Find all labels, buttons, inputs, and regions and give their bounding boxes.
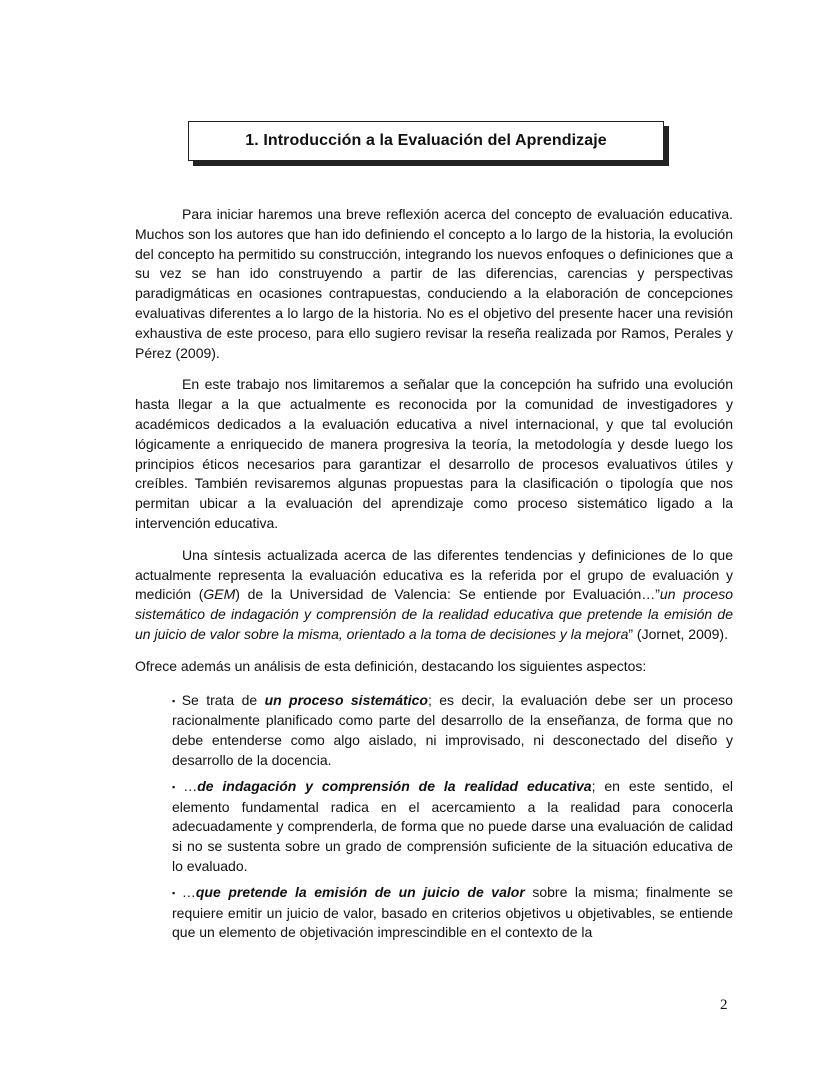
list-item-emphasis: que pretende la emisión de un juicio de valor xyxy=(195,883,525,900)
paragraph-3 xyxy=(135,546,733,645)
gem-acronym: GEM xyxy=(203,586,236,603)
paragraph-4: Ofrece además un análisis de esta definición, destacando los siguientes aspectos: xyxy=(135,657,647,674)
square-bullet-icon: ▪ xyxy=(172,887,179,898)
page-number: 2 xyxy=(720,997,728,1013)
square-bullet-icon: ▪ xyxy=(172,695,179,706)
list-item xyxy=(172,883,733,943)
list-item-emphasis: un proceso sistemático xyxy=(264,691,428,708)
list-item-text: sobre la misma; finalmente se requiere emitir un juicio de valor, basado en criterios objetivos u objetivables, se entiende que un elemento de objetivación imprescindible en el contexto de la xyxy=(172,883,734,941)
paragraph-1: Para iniciar haremos una breve reflexión acerca del concepto de evaluación educativa. Muchos son los autores que han ido definiendo el concepto a lo largo de la historia, la evolución del concepto ha permitido su construcción, integrando los nuevos enfoques o definiciones que a su vez se han ido construyendo a partir de las diferencias, carencias y perspectivas paradigmáticas en ocasiones contrapuestas, conduciendo a la elaboración de concepciones evaluativas diferentes a lo largo de la historia. No es el objetivo del presente hacer una revisión exhaustiva de este proceso, para ello sugiero revisar la reseña realizada por Ramos, Perales y Pérez (2009). xyxy=(135,206,733,361)
list-item-lead: Se trata de xyxy=(181,691,265,708)
paragraph-3-citation: ” (Jornet, 2009). xyxy=(628,625,728,642)
paragraph-3-text-b: ) de la Universidad de Valencia: Se entiende por Evaluación…” xyxy=(235,586,660,603)
list-item xyxy=(172,691,733,771)
paragraph-2: En este trabajo nos limitaremos a señalar que la concepción ha sufrido una evolución hasta llegar a la que actualmente es reconocida por la comunidad de investigadores y académicos dedicados a la evaluación educativa a nivel internacional, y que tal evolución lógicamente a enriquecido de manera progresiva la teoría, la metodología y desde luego los principios éticos necesarios para garantizar el desarrollo de procesos evaluativos útiles y creíbles. También revisaremos algunas propuestas para la clasificación o tipología que nos permitan ubicar a la evaluación del aprendizaje como proceso sistemático ligado a la intervención educativa. xyxy=(135,376,733,531)
aspects-list xyxy=(135,691,733,944)
paragraph-3-text-a: Una síntesis actualizada acerca de las diferentes tendencias y definiciones de lo que actualmente representa la evaluación educativa es la referida por el grupo de evaluación y medición ( xyxy=(135,546,733,603)
definition-quote: un proceso sistemático de indagación y comprensión de la realidad educativa que pretende la emisión de un juicio de valor sobre la misma, orientado a la toma de decisiones y la mejora xyxy=(135,586,733,642)
section-title: 1. Introducción a la Evaluación del Aprendizaje xyxy=(245,132,607,149)
list-item-lead: … xyxy=(181,883,196,900)
list-item-lead: … xyxy=(183,777,198,794)
list-item-text: ; en este sentido, el elemento fundamental radica en el acercamiento a la realidad para conocerla adecuadamente y comprenderla, de forma que no puede darse una evaluación de calidad si no se sustenta sobre un grado de comprensión suficiente de la situación educativa de lo evaluado. xyxy=(172,777,733,874)
list-item-emphasis: de indagación y comprensión de la realidad educativa xyxy=(197,777,592,794)
list-item xyxy=(172,777,733,877)
list-item-text: ; es decir, la evaluación debe ser un proceso racionalmente planificado como parte del desarrollo de la enseñanza, de forma que no debe entenderse como algo aislado, ni improvisado, ni desconectado del diseño y desarrollo de la docencia. xyxy=(172,691,733,768)
square-bullet-icon: ▪ xyxy=(172,781,181,792)
section-title-box xyxy=(188,121,664,161)
document-body xyxy=(135,205,733,949)
